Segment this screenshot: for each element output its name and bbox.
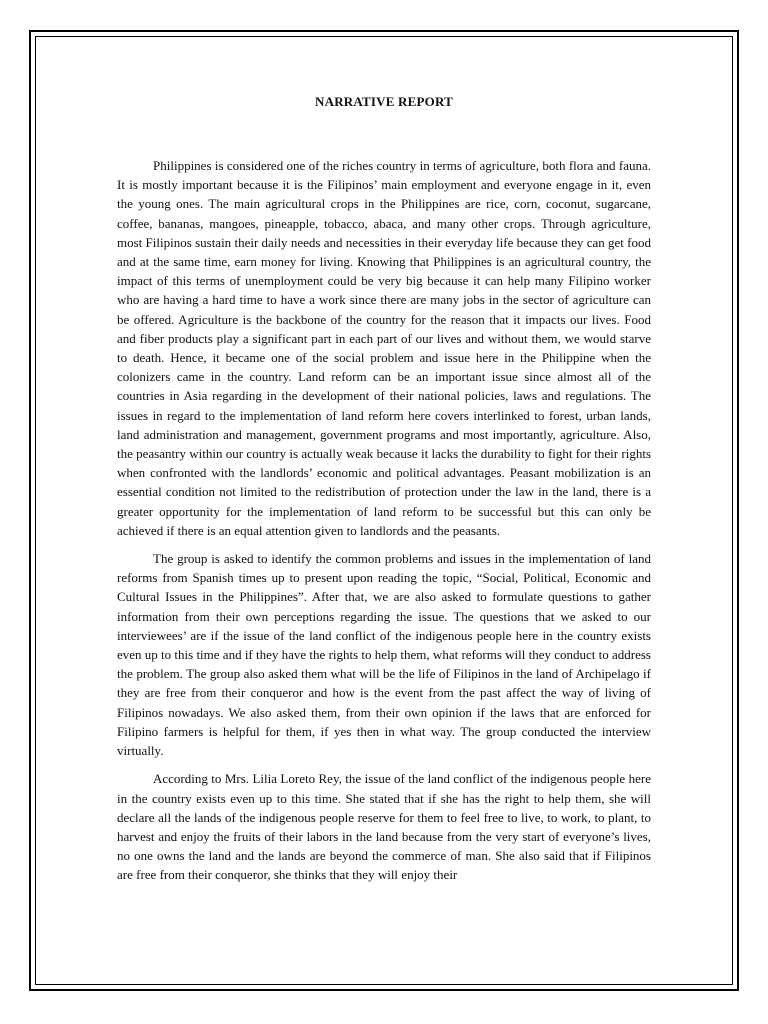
document-title: NARRATIVE REPORT bbox=[315, 94, 453, 109]
paragraph-3: According to Mrs. Lilia Loreto Rey, the issue of the land conflict of the indigenous people here in the country exists even up to this time. She stated that if she has the right to help them, she will declare all the lands of the indigenous people reserve for them to feel free to live, to work, to plant, to harvest and enjoy the fruits of their labors in the land because from the very start of everyone’s lives, no one owns the land and the lands are beyond the commerce of man. She also said that if Filipinos are free from their conqueror, she thinks that they will enjoy their bbox=[117, 771, 651, 883]
paragraph-2: The group is asked to identify the common problems and issues in the implementation of land reforms from Spanish times up to present upon reading the topic, “Social, Political, Economic and Cultural Issues in the Philippines”. After that, we are also asked to formulate questions to gather information from their own perceptions regarding the issue. The questions that we asked to our interviewees’ are if the issue of the land conflict of the indigenous people here in the country exists even up to this time and if they have the rights to help them, what reforms will they conduct to address the problem. The group also asked them what will be the life of Filipinos in the land of Archipelago if they are free from their conqueror and how is the event from the past affect the way of living of Filipinos nowadays. We also asked them, from their own opinion if the laws that are enforced for Filipino farmers is helpful for them, if yes then in what way. The group conducted the interview virtually. bbox=[117, 551, 651, 759]
document-body bbox=[117, 93, 651, 894]
paragraph-1: Philippines is considered one of the riches country in terms of agriculture, both flora and fauna. It is mostly important because it is the Filipinos’ main employment and everyone engage in it, even the young ones. The main agricultural crops in the Philippines are rice, corn, coconut, sugarcane, coffee, bananas, mangoes, pineapple, tobacco, abaca, and many other crops. Through agriculture, most Filipinos sustain their daily needs and necessities in their everyday life because they can get food and at the same time, earn money for living. Knowing that Philippines is an agricultural country, the impact of this terms of unemployment could be very big because it can help many Filipino worker who are having a hard time to have a work since there are many jobs in the sector of agriculture can be offered. Agriculture is the backbone of the country for the reason that it impacts our lives. Food and fiber products play a significant part in each part of our lives and without them, we would starve to death. Hence, it became one of the social problem and issue here in the Philippine when the colonizers came in the country. Land reform can be an important issue since almost all of the countries in Asia regarding in the development of their national policies, laws and regulations. The issues in regard to the implementation of land reform here covers interlinked to forest, urban lands, land administration and management, government programs and most importantly, agriculture. Also, the peasantry within our country is actually weak because it lacks the durability to fight for their rights when confronted with the landlords’ economic and political advantages. Peasant mobilization is an essential condition not limited to the redistribution of protection under the law in the land, there is a greater opportunity for the implementation of land reform to be successful but this can only be achieved if there is an equal attention given to landlords and the peasants. bbox=[117, 158, 651, 538]
